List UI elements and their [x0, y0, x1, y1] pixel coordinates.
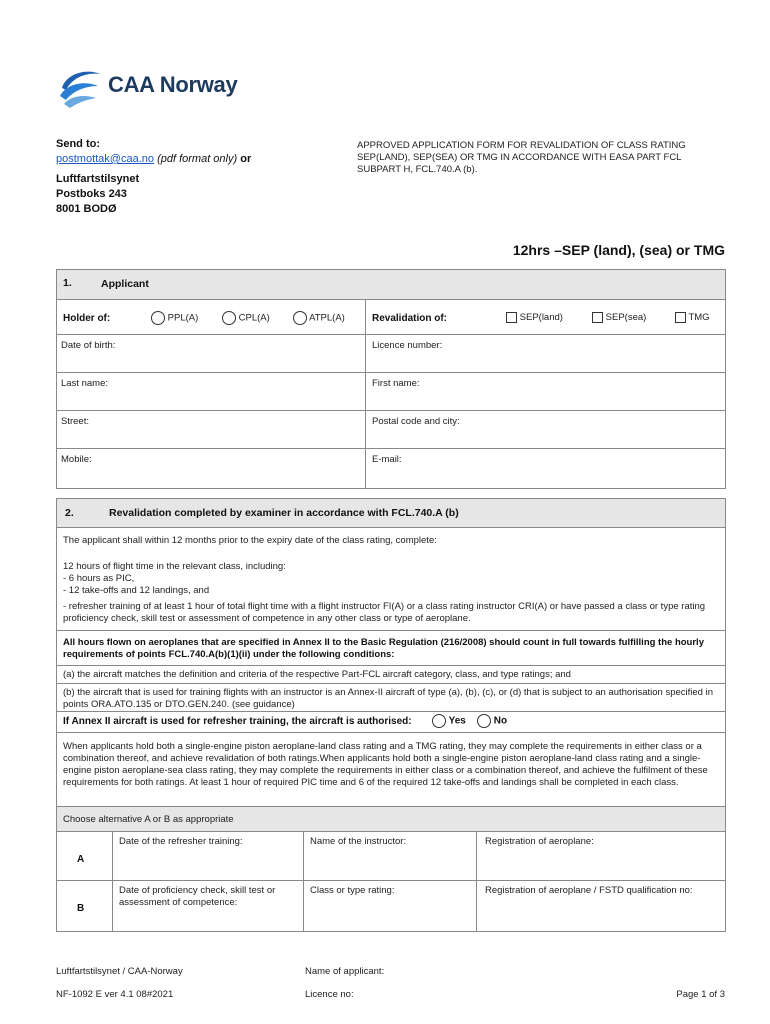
address-line: Luftfartstilsynet [56, 173, 140, 185]
refresher-date-field[interactable]: Date of the refresher training: [112, 831, 304, 881]
caa-norway-logo [56, 66, 256, 110]
hours-title: 12hrs –SEP (land), (sea) or TMG [512, 242, 725, 258]
caa-logo-icon [56, 66, 104, 110]
reval-sep-sea-option[interactable]: SEP(sea) [592, 312, 646, 323]
section1-title: Applicant [101, 278, 149, 290]
checkbox-sep-land[interactable] [506, 312, 517, 323]
annex-yes-option[interactable]: Yes [432, 714, 466, 728]
registration-aeroplane-field[interactable]: Registration of aeroplane: [476, 831, 726, 881]
reval-tmg-option[interactable]: TMG [675, 312, 710, 323]
section1-header [56, 269, 726, 300]
address-line: 8001 BODØ [56, 203, 117, 215]
postal-code-city-field[interactable]: Postal code and city: [365, 410, 726, 449]
radio-yes[interactable] [432, 714, 446, 728]
checkbox-tmg[interactable] [675, 312, 686, 323]
registration-fstd-field[interactable]: Registration of aeroplane / FSTD qualification no: [476, 880, 726, 932]
choose-alternative-text: Choose alternative A or B as appropriate [63, 814, 234, 825]
instructor-name-field[interactable]: Name of the instructor: [303, 831, 477, 881]
email-or: or [240, 153, 252, 165]
section2-header [56, 498, 726, 528]
annex-question: If Annex II aircraft is used for refresher training, the aircraft is authorised: [63, 716, 412, 727]
mobile-field[interactable]: Mobile: [56, 448, 366, 489]
requirement-line: 12 hours of flight time in the relevant class, including: [63, 561, 286, 572]
licence-number-field[interactable]: Licence number: [365, 334, 726, 373]
choose-alternative-header [56, 806, 726, 832]
holder-atpl-option[interactable]: ATPL(A) [293, 311, 345, 325]
alternative-a-label-cell [56, 831, 113, 881]
holder-of-cell [56, 299, 366, 335]
footer-page-number: Page 1 of 3 [676, 989, 725, 1000]
annex-question-cell [56, 711, 726, 733]
radio-ppl[interactable] [151, 311, 165, 325]
radio-no[interactable] [477, 714, 491, 728]
both-ratings-cell [56, 732, 726, 807]
first-name-field[interactable]: First name: [365, 372, 726, 411]
section1-number: 1. [63, 277, 72, 289]
revalidation-label: Revalidation of: [372, 313, 448, 324]
condition-b: (b) the aircraft that is used for training flights with an instructor is an Annex-II aircraft of type (a), (b), (c), or (d) that is subject to an authorisation specified in points ORA.ATO.135 or DTO.GEN.240. (see guidance) [63, 687, 713, 710]
radio-cpl[interactable] [222, 311, 236, 325]
radio-atpl[interactable] [293, 311, 307, 325]
annex-no-option[interactable]: No [477, 714, 507, 728]
postal-address [56, 172, 139, 217]
form-title: APPROVED APPLICATION FORM FOR REVALIDATION OF CLASS RATING SEP(LAND), SEP(SEA) OR TMG IN ACCORDANCE WITH EASA PART FCL SUBPART H, FCL.740.A (b). [357, 140, 686, 175]
holder-cpl-option[interactable]: CPL(A) [222, 311, 270, 325]
checkbox-sep-sea[interactable] [592, 312, 603, 323]
annex-ii-statement: All hours flown on aeroplanes that are specified in Annex II to the Basic Regulation (216/2008) should count in full towards fulfilling the hourly requirements of points FCL.740.A(b)(1)(ii) under the following conditions: [63, 637, 704, 660]
section2-number: 2. [65, 507, 74, 519]
proficiency-check-date-field[interactable]: Date of proficiency check, skill test or assessment of competence: [112, 880, 304, 932]
requirements-intro: The applicant shall within 12 months prior to the expiry date of the class rating, complete: [63, 535, 437, 546]
alternative-b-label-cell [56, 880, 113, 932]
requirement-line: - 12 take-offs and 12 landings, and [63, 585, 210, 596]
footer-licence-no: Licence no: [305, 989, 354, 1000]
holder-label: Holder of: [63, 313, 111, 324]
revalidation-of-cell [365, 299, 726, 335]
address-line: Postboks 243 [56, 188, 127, 200]
section2-title: Revalidation completed by examiner in accordance with FCL.740.A (b) [109, 507, 459, 519]
alternative-a: A [77, 854, 85, 865]
condition-b-cell [56, 683, 726, 712]
logo-text: CAA Norway [108, 72, 238, 97]
street-field[interactable]: Street: [56, 410, 366, 449]
class-type-rating-field[interactable]: Class or type rating: [303, 880, 477, 932]
email-link[interactable]: postmottak@caa.no [56, 153, 154, 165]
date-of-birth-field[interactable]: Date of birth: [56, 334, 366, 373]
both-ratings-text: When applicants hold both a single-engine piston aeroplane-land class rating and a TMG rating, they may complete the requirements in either class or a combination thereof, and achieve revalidation of both ratings.When applicants hold both a single-engine piston aeroplane-land class rating and a single-engine piston aeroplane-sea class rating, they may complete the requirements in either class or a combination thereof, and achieve the fulfilment of these requirements for both ratings. At least 1 hour of required PIC time and 6 of the required 12 take-offs and landings shall be completed in each class. [63, 741, 708, 788]
last-name-field[interactable]: Last name: [56, 372, 366, 411]
footer-name-of-applicant: Name of applicant: [305, 966, 385, 977]
holder-ppl-option[interactable]: PPL(A) [151, 311, 198, 325]
reval-sep-land-option[interactable]: SEP(land) [506, 312, 563, 323]
email-note: (pdf format only) [157, 153, 238, 165]
condition-a: (a) the aircraft matches the definition and criteria of the respective Part-FCL aircraft category, class, and type ratings; and [63, 669, 571, 680]
condition-a-cell [56, 665, 726, 684]
refresher-requirement: - refresher training of at least 1 hour of total flight time with a flight instructor FI(A) or a class rating instructor CRI(A) or have passed a class or type rating proficiency check, skill test or assessment of competence in any other class or type of aeroplane. [63, 601, 706, 624]
footer-form-number: NF-1092 E ver 4.1 08#2021 [56, 989, 174, 1000]
alternative-b: B [77, 903, 85, 914]
send-to-label: Send to: [56, 138, 100, 150]
requirement-line: - 6 hours as PIC, [63, 573, 135, 584]
email-field[interactable]: E-mail: [365, 448, 726, 489]
send-to-block [56, 137, 251, 167]
annex-ii-cell [56, 630, 726, 666]
footer-org: Luftfartstilsynet / CAA-Norway [56, 966, 183, 977]
requirements-cell [56, 527, 726, 631]
